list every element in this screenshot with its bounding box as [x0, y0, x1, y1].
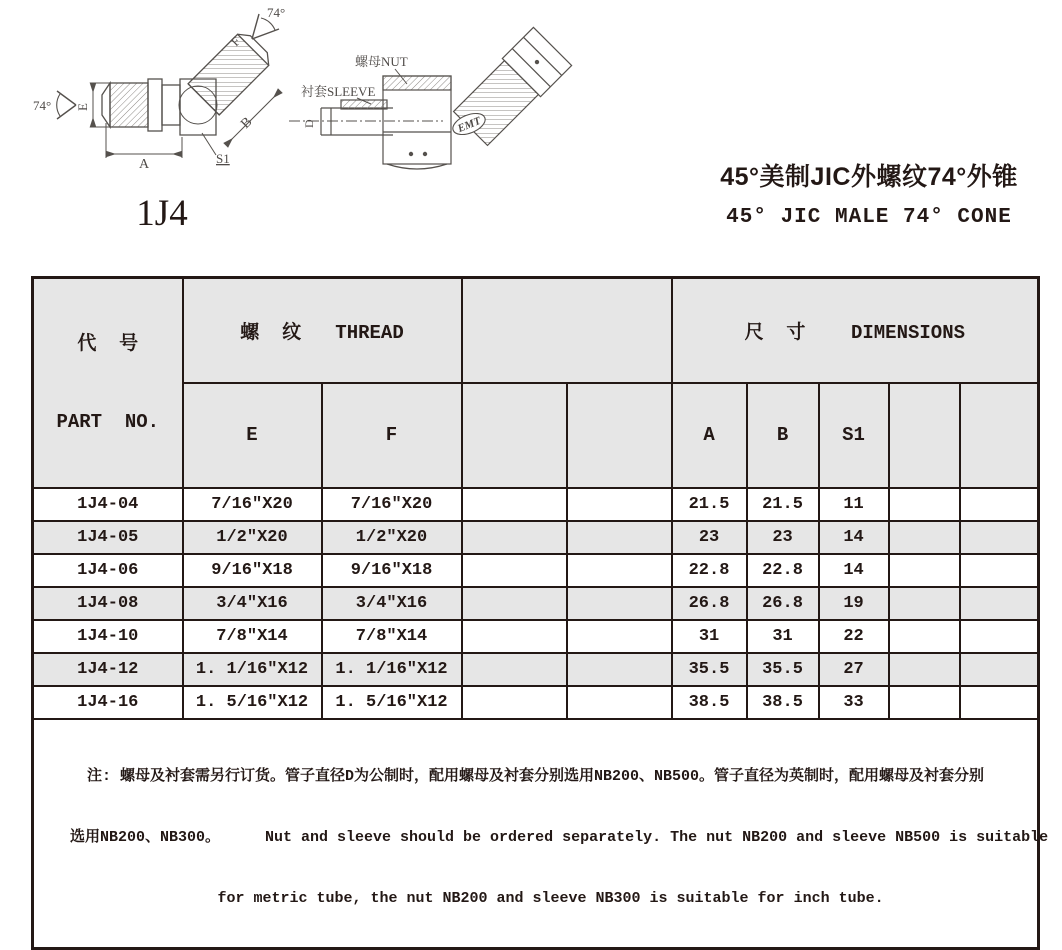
cell-dim-s1: 22	[819, 620, 889, 653]
cell-blank	[462, 620, 567, 653]
note-line-1: 注: 螺母及衬套需另行订货。管子直径D为公制时，配用螺母及衬套分别选用NB200、NB500。管子直径为英制时，配用螺母及衬套分别	[87, 768, 985, 785]
header-col-blank-4	[960, 383, 1039, 488]
fitting-dimension-drawing	[30, 4, 295, 176]
header-col-blank-3	[889, 383, 960, 488]
cell-blank	[567, 521, 672, 554]
brand-text: EMT	[456, 114, 483, 135]
header-row-group	[33, 278, 1039, 383]
cell-blank	[960, 686, 1039, 719]
header-part-cn: 代 号	[77, 333, 139, 355]
cell-thread-e: 7/8″X14	[183, 620, 322, 653]
cell-thread-e: 7/16″X20	[183, 488, 322, 521]
cell-blank	[960, 521, 1039, 554]
cell-dim-a: 31	[672, 620, 747, 653]
cell-part-no: 1J4-05	[33, 521, 183, 554]
header-row-sub	[33, 383, 1039, 488]
note-line-2: 选用NB200、NB300。 Nut and sleeve should be ordered separately. The nut NB200 and sleeve NB500 is suitable	[70, 829, 1049, 846]
header-col-blank-2	[567, 383, 672, 488]
table-row	[33, 653, 1039, 686]
cell-thread-e: 1. 1/16″X12	[183, 653, 322, 686]
cell-blank	[889, 686, 960, 719]
dim-line-E	[90, 83, 110, 127]
cell-blank	[889, 587, 960, 620]
cell-thread-f: 1/2″X20	[322, 521, 462, 554]
cell-blank	[462, 653, 567, 686]
title-block	[688, 157, 1050, 229]
cell-dim-s1: 14	[819, 521, 889, 554]
cell-blank	[960, 587, 1039, 620]
cell-thread-e: 3/4″X16	[183, 587, 322, 620]
cell-thread-f: 3/4″X16	[322, 587, 462, 620]
note-line-3: for metric tube, the nut NB200 and sleeve NB300 is suitable for inch tube.	[217, 890, 884, 907]
cell-blank	[462, 554, 567, 587]
cell-dim-b: 38.5	[747, 686, 819, 719]
cell-part-no: 1J4-08	[33, 587, 183, 620]
dim-line-A	[106, 123, 182, 158]
cell-dim-s1: 27	[819, 653, 889, 686]
cell-blank	[889, 488, 960, 521]
cell-blank	[567, 620, 672, 653]
cell-thread-e: 9/16″X18	[183, 554, 322, 587]
note-row	[33, 719, 1039, 949]
cell-dim-s1: 33	[819, 686, 889, 719]
table-row	[33, 554, 1039, 587]
cell-part-no: 1J4-10	[33, 620, 183, 653]
cell-blank	[960, 620, 1039, 653]
cell-thread-f: 7/8″X14	[322, 620, 462, 653]
header-col-blank-1	[462, 383, 567, 488]
cell-blank	[462, 521, 567, 554]
header-col-F: F	[322, 383, 462, 488]
table-row	[33, 587, 1039, 620]
cell-blank	[960, 653, 1039, 686]
assembly-cutaway-drawing	[283, 14, 583, 180]
cell-dim-b: 22.8	[747, 554, 819, 587]
cell-thread-f: 9/16″X18	[322, 554, 462, 587]
note-cell	[33, 719, 1049, 949]
cell-blank	[567, 587, 672, 620]
cone-angle-left-label: 74°	[33, 98, 52, 113]
cell-thread-e: 1. 5/16″X12	[183, 686, 322, 719]
cell-dim-s1: 14	[819, 554, 889, 587]
cell-blank	[960, 554, 1039, 587]
spec-table	[31, 276, 1049, 950]
cell-dim-a: 38.5	[672, 686, 747, 719]
dim-label-A: A	[139, 157, 150, 172]
cell-dim-s1: 19	[819, 587, 889, 620]
cell-blank	[889, 554, 960, 587]
table-row	[33, 521, 1039, 554]
cell-dim-a: 26.8	[672, 587, 747, 620]
header-col-S1: S1	[819, 383, 889, 488]
cell-dim-b: 21.5	[747, 488, 819, 521]
cell-dim-b: 23	[747, 521, 819, 554]
cell-thread-f: 1. 5/16″X12	[322, 686, 462, 719]
cell-blank	[889, 620, 960, 653]
header-col-E: E	[183, 383, 322, 488]
table-row	[33, 686, 1039, 719]
cone-angle-left	[57, 91, 76, 119]
cell-blank	[567, 488, 672, 521]
dim-label-S1: S1	[216, 151, 230, 166]
cell-blank	[567, 554, 672, 587]
cone-angle-top-label: 74°	[267, 5, 286, 20]
cell-dim-b: 26.8	[747, 587, 819, 620]
cell-thread-f: 7/16″X20	[322, 488, 462, 521]
cell-part-no: 1J4-04	[33, 488, 183, 521]
header-col-B: B	[747, 383, 819, 488]
cell-blank	[462, 686, 567, 719]
header-part-en: PART NO.	[56, 411, 160, 433]
s1-leader-line	[202, 133, 216, 155]
dim-label-B: B	[238, 114, 256, 132]
cell-blank	[567, 686, 672, 719]
header-thread: 螺 纹 THREAD	[183, 278, 462, 383]
page-title-chinese: 45°美制JIC外螺纹74°外锥	[720, 163, 1018, 191]
dim-label-D: D	[302, 119, 316, 128]
page-title-english: 45° JIC MALE 74° CONE	[726, 206, 1012, 229]
cell-dim-s1: 11	[819, 488, 889, 521]
dim-label-F: F	[227, 33, 244, 50]
cell-dim-a: 21.5	[672, 488, 747, 521]
part-code-label: 1J4	[136, 193, 188, 234]
cell-part-no: 1J4-16	[33, 686, 183, 719]
cell-dim-a: 35.5	[672, 653, 747, 686]
cell-part-no: 1J4-12	[33, 653, 183, 686]
cell-dim-a: 23	[672, 521, 747, 554]
table-row	[33, 488, 1039, 521]
cell-dim-b: 31	[747, 620, 819, 653]
header-col-A: A	[672, 383, 747, 488]
header-part-no	[33, 278, 183, 489]
cell-blank	[462, 488, 567, 521]
cell-blank	[889, 653, 960, 686]
cell-thread-e: 1/2″X20	[183, 521, 322, 554]
cell-blank	[889, 521, 960, 554]
table-row	[33, 620, 1039, 653]
nut-label: 螺母NUT	[355, 54, 408, 69]
cell-blank	[567, 653, 672, 686]
cell-dim-b: 35.5	[747, 653, 819, 686]
dim-label-E: E	[75, 103, 90, 111]
cell-blank	[960, 488, 1039, 521]
cell-dim-a: 22.8	[672, 554, 747, 587]
cell-blank	[462, 587, 567, 620]
cell-part-no: 1J4-06	[33, 554, 183, 587]
header-dimensions: 尺 寸 DIMENSIONS	[672, 278, 1039, 383]
header-blank-group	[462, 278, 672, 383]
sleeve-label: 衬套SLEEVE	[301, 84, 376, 99]
cell-thread-f: 1. 1/16″X12	[322, 653, 462, 686]
